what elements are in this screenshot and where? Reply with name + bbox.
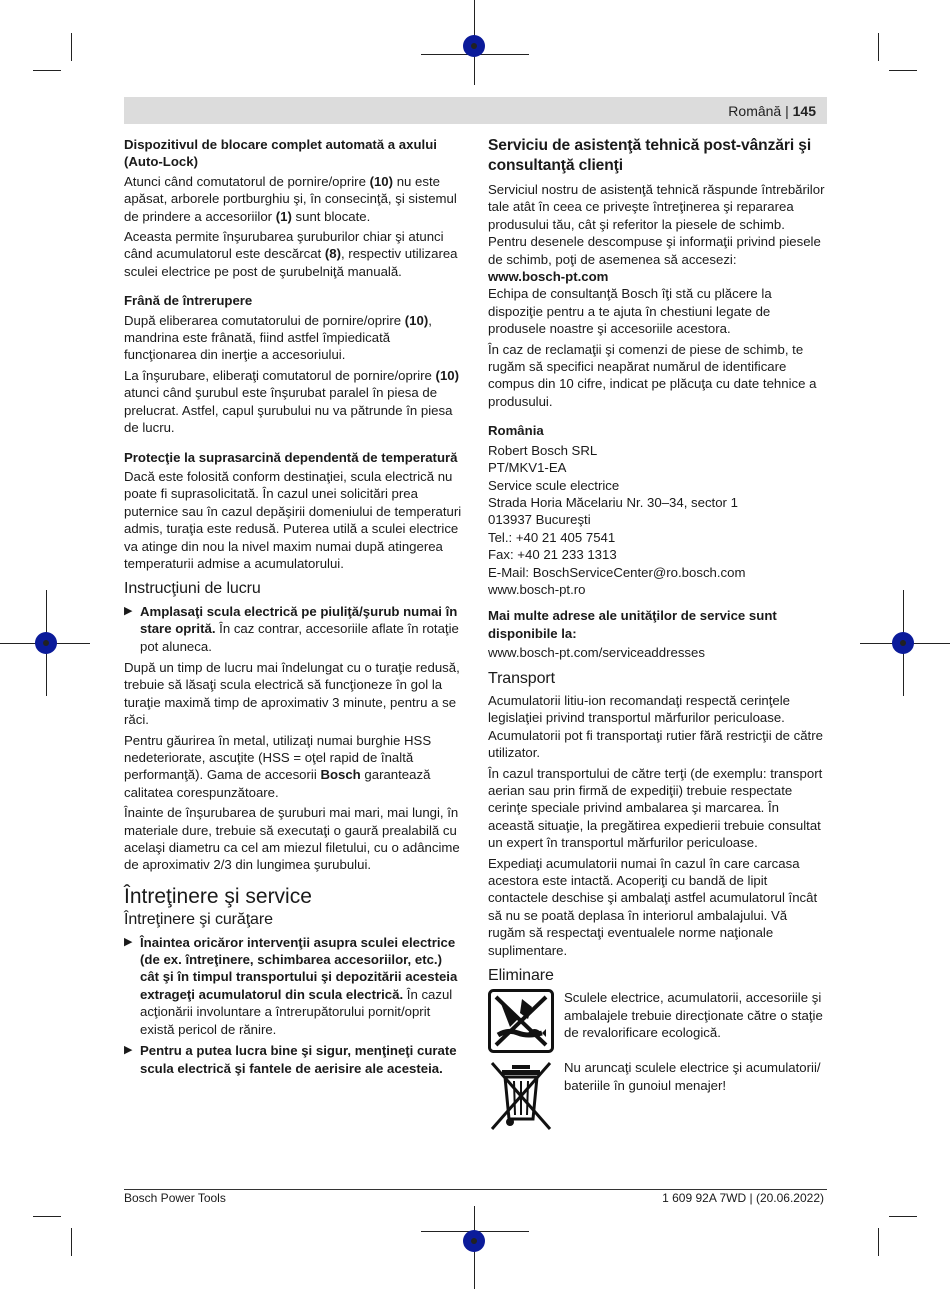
service-paragraph-3: În caz de reclamaţii şi comenzi de piese de schimb, te rugăm să specifici neapărat numărul de identificare compus din 10 cifre, indicat pe plăcuţa cu date tehnice a produsului. bbox=[488, 341, 817, 409]
header-language: Română bbox=[728, 103, 782, 119]
more-addresses-heading: Mai multe adrese ale unităţilor de service sunt disponibile la: bbox=[488, 608, 777, 641]
crop-mark bbox=[878, 33, 879, 61]
transport-heading: Transport bbox=[488, 669, 555, 687]
address-line: 013937 Bucureşti bbox=[488, 512, 591, 528]
disposal-row-recycle bbox=[488, 989, 826, 1053]
header-bar bbox=[124, 97, 827, 124]
page-number: 145 bbox=[792, 103, 816, 119]
crop-mark bbox=[33, 70, 61, 71]
transport-paragraph-1: Acumulatorii litiu-ion recomandaţi respectă cerinţele legislaţiei privind transportul mărfurilor periculoase. Acumulatorii pot fi transportaţi rutier fără restricţii de către utilizator. bbox=[488, 692, 823, 761]
address-line: Service scule electrice bbox=[488, 477, 620, 493]
right-column bbox=[488, 136, 826, 1139]
brake-heading: Frână de întrerupere bbox=[124, 293, 253, 309]
crossed-out-bin-icon bbox=[488, 1059, 554, 1133]
disposal-heading: Eliminare bbox=[488, 967, 554, 985]
overload-heading: Protecţie la suprasarcină dependentă de temperatură bbox=[124, 449, 458, 465]
brake-paragraph-2: La înşurubare, eliberaţi comutatorul de pornire/oprire (10) atunci când şurubul este înşurubat paralel în piesa de prelucrat. Astfel, capul şurubului nu va pătrunde în piesa de lucru. bbox=[124, 367, 459, 436]
work-paragraph-1: După un timp de lucru mai îndelungat cu o turaţie redusă, trebuie să lăsaţi scula electrică să funcţioneze în gol la turaţie maximă timp de aproximativ 3 minute, pentru a se răci. bbox=[124, 659, 460, 728]
registration-mark-icon bbox=[892, 632, 914, 654]
auto-lock-paragraph-2: Aceasta permite înşurubarea şuruburilor chiar şi atunci când acumulatorul este descărcat (8), respectiv utilizarea sculei electrice pe post de şurubelniţă manuală. bbox=[124, 229, 458, 279]
address-line: Tel.: +40 21 405 7541 bbox=[488, 529, 616, 545]
disposal-row-bin bbox=[488, 1059, 826, 1133]
brake-paragraph-1: După eliberarea comutatorului de pornire/oprire (10), mandrina este frânată, fiind astfel împiedicată funcţionarea din inerţie a accesoriului. bbox=[124, 312, 432, 363]
footer-brand: Bosch Power Tools bbox=[124, 1191, 226, 1205]
work-bullet: ▶ Amplasaţi scula electrică pe piuliţă/şurub numai în stare oprită. În caz contrar, accesoriile aflate în rotaţie pot aluneca. bbox=[124, 603, 459, 654]
crop-mark bbox=[71, 33, 72, 61]
crop-mark bbox=[33, 1216, 61, 1217]
crop-mark bbox=[878, 1228, 879, 1256]
disposal-paragraph-1: Sculele electrice, acumulatorii, accesoriile şi ambalajele trebuie direcţionate către o staţie de revalorificare ecologică. bbox=[564, 990, 823, 1041]
service-url: www.bosch-pt.com bbox=[488, 269, 609, 285]
transport-paragraph-2: În cazul transportului de către terţi (de exemplu: transport aerian sau prin firmă de expediţii) trebuie respectate cerinţe speciale privind ambalarea şi marcarea. În această situaţie, la pregătirea expedierii trebuie consultat un expert în transportul mărfurilor periculoase. bbox=[488, 765, 823, 851]
recycle-symbol-icon bbox=[488, 989, 554, 1053]
crop-mark bbox=[71, 1228, 72, 1256]
work-paragraph-3: Înainte de înşurubarea de şuruburi mai mari, mai lungi, în materiale dure, trebuie să executaţi o gaură prealabilă cu acelaşi diametru ca cel am miezul filetului, cu o adâncime de aproximativ 2/3 din lungimea şurubului. bbox=[124, 805, 460, 873]
address-line: www.bosch-pt.ro bbox=[488, 581, 586, 597]
address-line: Strada Horia Măcelariu Nr. 30–34, sector 1 bbox=[488, 494, 738, 510]
page-header: Română | 145 bbox=[728, 103, 816, 119]
registration-mark-icon bbox=[463, 35, 485, 57]
work-paragraph-2: Pentru găurirea în metal, utilizaţi numai burghie HSS nedeteriorate, ascuţite (HSS = oţel rapid de înaltă performanţă). Gama de accesorii Bosch garantează calitatea corespunzătoare. bbox=[124, 732, 432, 800]
bullet-arrow-icon: ▶ bbox=[124, 604, 133, 617]
address-line: Fax: +40 21 233 1313 bbox=[488, 547, 617, 563]
maintenance-bullet-2: ▶ Pentru a putea lucra bine şi sigur, menţineţi curate scula electrică şi fantele de aerisire ale acesteia. bbox=[124, 1043, 457, 1076]
disposal-paragraph-2: Nu aruncaţi sculele electrice şi acumulatorii/ bateriile în gunoiul menajer! bbox=[564, 1060, 821, 1093]
footer-doc-id: 1 609 92A 7WD | (20.06.2022) bbox=[662, 1191, 824, 1205]
maintenance-bullet-1: ▶ Înaintea oricăror intervenţii asupra sculei electrice (de ex. întreţinere, schimbarea accesoriilor, etc.) cât şi în timpul transportului şi depozitării acesteia extrageţi acumulatorul din scula electrică. În cazul acţionării involuntare a întrerupătorului pornit/oprit există pericol de rănire. bbox=[124, 934, 458, 1037]
bullet-arrow-icon: ▶ bbox=[124, 935, 133, 948]
registration-mark-icon bbox=[35, 632, 57, 654]
address-line: E-Mail: BoschServiceCenter@ro.bosch.com bbox=[488, 564, 746, 580]
maintenance-subheading: Întreţinere şi curăţare bbox=[124, 911, 273, 929]
work-instructions-heading: Instrucţiuni de lucru bbox=[124, 580, 261, 598]
crop-mark bbox=[889, 70, 917, 71]
maintenance-heading: Întreţinere şi service bbox=[124, 884, 312, 908]
registration-mark-icon bbox=[463, 1230, 485, 1252]
address-block bbox=[488, 442, 826, 599]
left-column bbox=[124, 136, 464, 1081]
auto-lock-paragraph-1: Atunci când comutatorul de pornire/oprire (10) nu este apăsat, arborele portburghiu şi, în consecinţă, şi sistemul de prindere a accesoriilor (1) sunt blocate. bbox=[124, 173, 457, 224]
crop-mark bbox=[889, 1216, 917, 1217]
service-heading: Serviciu de asistenţă tehnică post-vânzări şi consultanţă clienţi bbox=[488, 137, 812, 174]
address-line: Robert Bosch SRL bbox=[488, 442, 598, 458]
auto-lock-heading: Dispozitivul de blocare complet automată a axului (Auto-Lock) bbox=[124, 137, 437, 170]
more-addresses-url: www.bosch-pt.com/serviceaddresses bbox=[488, 645, 705, 661]
service-paragraph-1: Serviciul nostru de asistenţă tehnică răspunde întrebărilor tale atât în ceea ce priveşte întreţinerea şi repararea produsului tău, cât şi referitor la piesele de schimb. Pentru desenele descompuse şi informaţii privind piesele de schimb, poţi de asemenea să accesezi: bbox=[488, 182, 825, 267]
service-paragraph-2: Echipa de consultanţă Bosch îţi stă cu plăcere la dispoziţie pentru a te ajuta în chestiuni legate de produsele noastre şi accesoriile acestora. bbox=[488, 286, 772, 337]
transport-paragraph-3: Expediaţi acumulatorii numai în cazul în care carcasa acestora este intactă. Acoperiţi cu bandă de lipit contactele deschise şi ambalaţi astfel acumulatorul încât să nu se poată deplasa în interiorul ambalajului. Vă rugăm să respectaţi eventualele norme naţionale suplimentare. bbox=[488, 855, 818, 958]
footer-rule bbox=[124, 1189, 827, 1190]
address-country: România bbox=[488, 423, 544, 439]
address-line: PT/MKV1-EA bbox=[488, 460, 567, 476]
bullet-arrow-icon: ▶ bbox=[124, 1044, 133, 1057]
overload-paragraph: Dacă este folosită conform destinaţiei, scula electrică nu poate fi suprasolicitată. În cazul unei solicitări prea puternice sau în cazul depăşirii domeniului de temperaturi admis, turaţia este redusă. Puterea utilă a sculei electrice va atinge din nou la nivel maxim numai după atingerea temperaturii admise a acumulatorului. bbox=[124, 468, 462, 571]
